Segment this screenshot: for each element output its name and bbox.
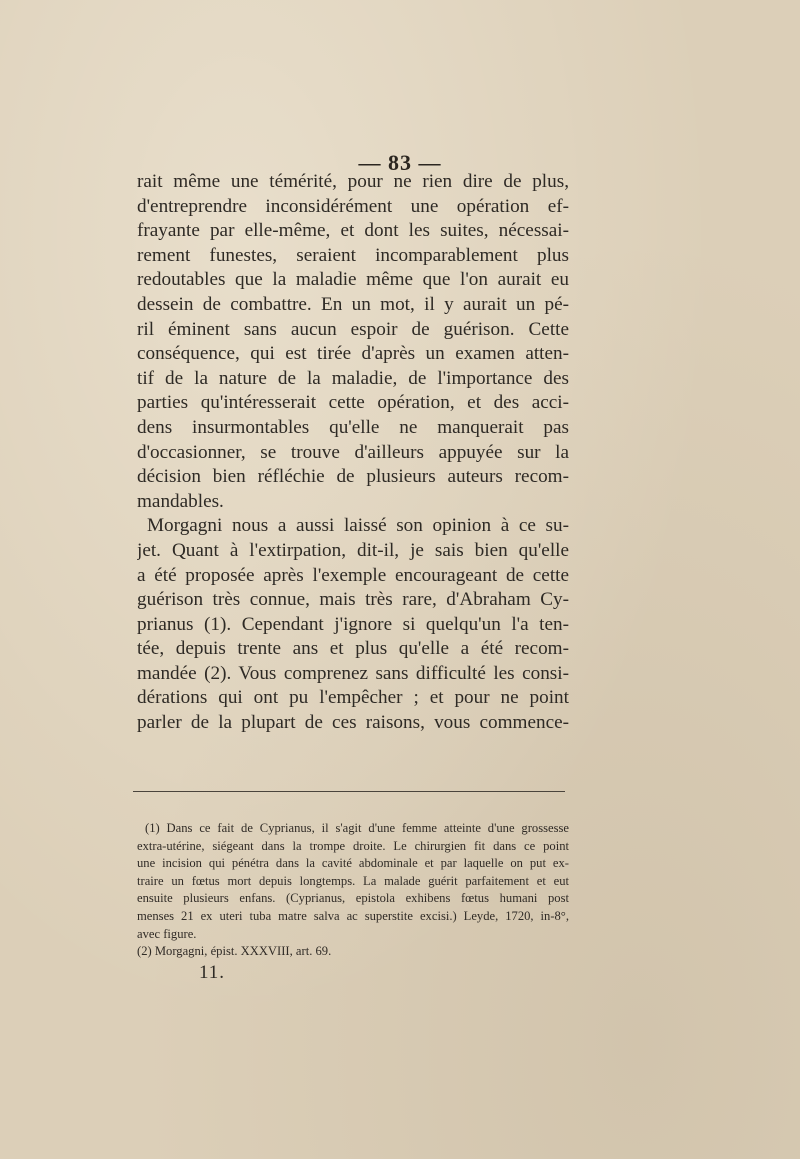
text-line: conséquence, qui est tirée d'après un examen atten- [137,343,569,365]
text-line: prianus (1). Cependant j'ignore si quelqu'un l'a ten- [137,613,569,635]
text-line: ril éminent sans aucun espoir de guérison. Cette [137,318,569,340]
main-text [137,170,569,736]
signature-mark: 11. [199,962,226,983]
page-number: — 83 — [358,150,442,175]
footnotes [137,820,569,961]
text-line: tif de la nature de la maladie, de l'importance des [137,367,569,389]
footnote-line: avec figure. [137,926,197,941]
footnote-divider [133,791,565,792]
text-line: dens insurmontables qu'elle ne manquerait pas [137,416,569,438]
text-line: parties qu'intéresserait cette opération, et des acci- [137,392,569,414]
text-line: d'entreprendre inconsidérément une opération ef- [137,195,569,217]
text-line: tée, depuis trente ans et plus qu'elle a été recom- [137,638,569,660]
text-line: a été proposée après l'exemple encourageant de cette [137,564,569,586]
text-line: frayante par elle-même, et dont les suites, nécessai- [137,220,569,242]
footnote-line: traire un fœtus mort depuis longtemps. La malade guérit parfaitement et eut [137,873,569,888]
footnote-line: ensuite plusieurs enfans. (Cyprianus, epistola exhibens fœtus humani post [137,891,569,906]
text-line: parler de la plupart de ces raisons, vous commence- [137,712,569,734]
text-line: guérison très connue, mais très rare, d'Abraham Cy- [137,589,569,611]
footnote-line: une incision qui pénétra dans la cavité abdominale et par laquelle on put ex- [137,856,569,871]
text-line: jet. Quant à l'extirpation, dit-il, je sais bien qu'elle [137,539,569,561]
text-line: mandée (2). Vous comprenez sans difficulté les consi- [137,662,569,684]
footnote-line: extra-utérine, siégeant dans la trompe droite. Le chirurgien fit dans ce point [137,838,569,853]
text-line: dessein de combattre. En un mot, il y aurait un pé- [137,293,569,315]
text-line: d'occasionner, se trouve d'ailleurs appuyée sur la [137,441,569,463]
text-line: mandables. [137,490,224,512]
text-line: redoutables que la maladie même que l'on aurait eu [137,269,569,291]
footnote-line: menses 21 ex uteri tuba matre salva ac superstite excisi.) Leyde, 1720, in-8°, [137,908,569,923]
text-line: dérations qui ont pu l'empêcher ; et pour ne point [137,687,569,709]
text-line: rement funestes, seraient incomparablement plus [137,244,569,266]
footnote-line: (1) Dans ce fait de Cyprianus, il s'agit d'une femme atteinte d'une grossesse [145,821,569,835]
text-line: décision bien réfléchie de plusieurs auteurs recom- [137,466,569,488]
text-line: rait même une témérité, pour ne rien dire de plus, [137,171,569,192]
text-line: Morgagni nous a aussi laissé son opinion à ce su- [147,515,569,537]
footnote-line: (2) Morgagni, épist. XXXVIII, art. 69. [137,944,332,959]
